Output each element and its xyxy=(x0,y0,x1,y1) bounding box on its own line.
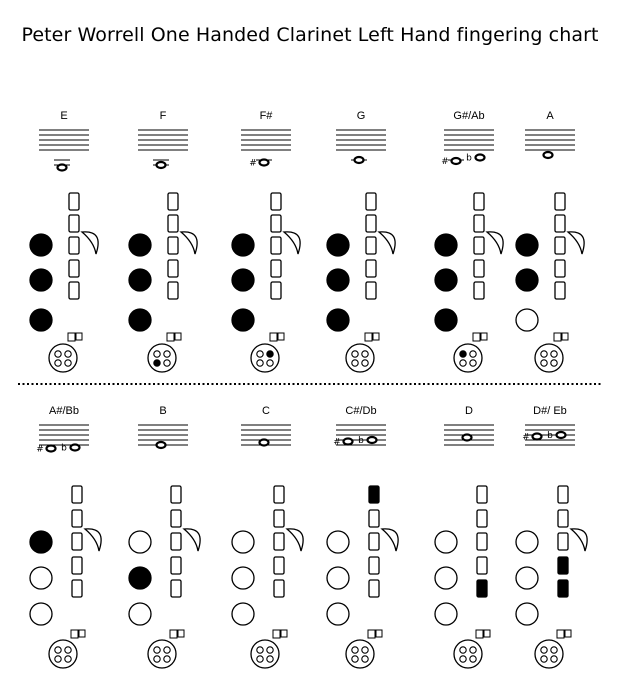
key-pad xyxy=(555,237,565,254)
key-pad xyxy=(72,557,82,574)
register-crescent xyxy=(82,232,98,254)
thumb-hole xyxy=(541,360,547,366)
thumb-hole xyxy=(551,360,557,366)
tone-hole xyxy=(129,234,151,256)
register-crescent xyxy=(568,232,584,254)
key-pad xyxy=(168,282,178,299)
tone-hole xyxy=(129,531,151,553)
note-head xyxy=(544,152,553,158)
thumb-hole xyxy=(352,360,358,366)
key-pad xyxy=(171,533,181,550)
key-pad xyxy=(271,237,281,254)
side-key xyxy=(178,630,184,637)
register-crescent xyxy=(181,232,197,254)
thumb-hole xyxy=(154,656,160,662)
thumb-hole xyxy=(460,360,466,366)
note-column xyxy=(232,130,300,372)
side-key xyxy=(76,333,82,340)
key-pad xyxy=(271,215,281,232)
key-pad xyxy=(474,215,484,232)
side-key xyxy=(167,333,174,341)
thumb-ring xyxy=(251,640,279,668)
thumb-ring xyxy=(346,640,374,668)
thumb-hole xyxy=(164,360,170,366)
thumb-hole xyxy=(541,656,547,662)
side-key xyxy=(170,630,177,638)
key-pad xyxy=(366,260,376,277)
tone-hole xyxy=(327,531,349,553)
thumb-hole xyxy=(352,647,358,653)
note-label: F# xyxy=(259,110,273,122)
register-crescent xyxy=(487,232,503,254)
key-pad xyxy=(558,557,568,574)
note-head xyxy=(157,162,166,168)
thumb-hole xyxy=(154,647,160,653)
key-pad xyxy=(69,215,79,232)
key-pad xyxy=(69,282,79,299)
key-pad xyxy=(171,486,181,503)
key-pad xyxy=(369,486,379,503)
thumb-ring xyxy=(346,344,374,372)
key-pad xyxy=(274,580,284,597)
thumb-hole xyxy=(551,647,557,653)
side-key xyxy=(473,333,480,341)
key-pad xyxy=(72,486,82,503)
note-column xyxy=(516,130,584,372)
side-key xyxy=(270,333,277,341)
tone-hole xyxy=(232,309,254,331)
thumb-hole xyxy=(541,351,547,357)
thumb-hole xyxy=(164,647,170,653)
thumb-hole xyxy=(65,647,71,653)
key-pad xyxy=(69,260,79,277)
register-crescent xyxy=(284,232,300,254)
key-pad xyxy=(555,193,565,210)
thumb-hole xyxy=(362,656,368,662)
key-pad xyxy=(477,533,487,550)
side-key xyxy=(557,630,564,638)
key-pad xyxy=(477,580,487,597)
note-head xyxy=(368,437,377,443)
side-key xyxy=(79,630,85,637)
key-pad xyxy=(555,282,565,299)
note-label: D#/ Eb xyxy=(533,405,567,417)
tone-hole xyxy=(435,269,457,291)
tone-hole xyxy=(129,603,151,625)
tone-hole xyxy=(129,567,151,589)
note-head xyxy=(157,442,166,448)
thumb-hole xyxy=(551,656,557,662)
note-head xyxy=(476,155,485,161)
thumb-hole xyxy=(65,656,71,662)
key-pad xyxy=(477,557,487,574)
thumb-hole xyxy=(460,656,466,662)
note-label: C#/Db xyxy=(345,405,377,417)
key-pad xyxy=(274,557,284,574)
key-pad xyxy=(369,533,379,550)
thumb-hole xyxy=(154,351,160,357)
tone-hole xyxy=(435,234,457,256)
thumb-hole xyxy=(164,656,170,662)
thumb-hole xyxy=(65,360,71,366)
key-pad xyxy=(369,510,379,527)
thumb-hole xyxy=(267,647,273,653)
note-column xyxy=(30,130,98,372)
note-column xyxy=(435,425,494,668)
thumb-ring xyxy=(148,640,176,668)
tone-hole xyxy=(516,603,538,625)
thumb-hole xyxy=(55,656,61,662)
note-head xyxy=(344,439,353,445)
side-key xyxy=(562,333,568,340)
note-column xyxy=(129,425,200,668)
tone-hole xyxy=(516,269,538,291)
note-head xyxy=(260,160,269,166)
thumb-hole xyxy=(460,647,466,653)
side-key xyxy=(554,333,561,341)
thumb-hole xyxy=(362,351,368,357)
tone-hole xyxy=(232,603,254,625)
thumb-hole xyxy=(257,360,263,366)
key-pad xyxy=(271,260,281,277)
note-head xyxy=(260,440,269,446)
note-head xyxy=(533,434,542,440)
key-pad xyxy=(274,533,284,550)
tone-hole xyxy=(327,309,349,331)
tone-hole xyxy=(232,234,254,256)
thumb-ring xyxy=(49,344,77,372)
key-pad xyxy=(366,215,376,232)
note-label: C xyxy=(262,405,270,417)
key-pad xyxy=(168,260,178,277)
key-pad xyxy=(474,282,484,299)
accidental: b xyxy=(358,436,364,446)
thumb-hole xyxy=(541,647,547,653)
tone-hole xyxy=(327,567,349,589)
thumb-hole xyxy=(470,360,476,366)
key-pad xyxy=(366,282,376,299)
tone-hole xyxy=(435,531,457,553)
note-column xyxy=(327,425,398,668)
key-pad xyxy=(69,237,79,254)
tone-hole xyxy=(30,531,52,553)
side-key xyxy=(281,630,287,637)
note-column xyxy=(30,425,101,668)
note-head xyxy=(452,158,461,164)
thumb-hole xyxy=(551,351,557,357)
thumb-ring xyxy=(454,640,482,668)
thumb-hole xyxy=(257,351,263,357)
tone-hole xyxy=(30,269,52,291)
thumb-hole xyxy=(55,351,61,357)
accidental: # xyxy=(441,157,449,167)
key-pad xyxy=(558,486,568,503)
key-pad xyxy=(271,193,281,210)
tone-hole xyxy=(232,567,254,589)
thumb-ring xyxy=(454,344,482,372)
accidental: # xyxy=(522,432,530,443)
thumb-hole xyxy=(352,656,358,662)
thumb-hole xyxy=(267,351,273,357)
note-head xyxy=(71,445,80,451)
thumb-hole xyxy=(267,360,273,366)
key-pad xyxy=(477,510,487,527)
key-pad xyxy=(474,260,484,277)
register-crescent xyxy=(571,529,587,551)
tone-hole xyxy=(516,567,538,589)
side-key xyxy=(373,333,379,340)
key-pad xyxy=(474,237,484,254)
register-crescent xyxy=(382,529,398,551)
thumb-ring xyxy=(49,640,77,668)
side-key xyxy=(484,630,490,637)
tone-hole xyxy=(129,309,151,331)
tone-hole xyxy=(327,603,349,625)
key-pad xyxy=(168,193,178,210)
accidental: b xyxy=(547,431,553,441)
note-head xyxy=(463,435,472,441)
chart-title: Peter Worrell One Handed Clarinet Left Hand fingering chart xyxy=(21,24,599,46)
note-label: A#/Bb xyxy=(49,405,79,417)
key-pad xyxy=(69,193,79,210)
tone-hole xyxy=(30,234,52,256)
tone-hole xyxy=(516,531,538,553)
key-pad xyxy=(366,193,376,210)
side-key xyxy=(273,630,280,638)
tone-hole xyxy=(435,603,457,625)
side-key xyxy=(476,630,483,638)
tone-hole xyxy=(30,309,52,331)
accidental: # xyxy=(333,437,341,448)
register-crescent xyxy=(184,529,200,551)
side-key xyxy=(368,630,375,638)
thumb-hole xyxy=(362,647,368,653)
key-pad xyxy=(171,580,181,597)
note-label: B xyxy=(159,405,167,417)
register-crescent xyxy=(287,529,303,551)
accidental: # xyxy=(36,444,44,455)
key-pad xyxy=(369,580,379,597)
key-pad xyxy=(558,580,568,597)
side-key xyxy=(68,333,75,341)
thumb-hole xyxy=(470,656,476,662)
thumb-hole xyxy=(65,351,71,357)
tone-hole xyxy=(30,567,52,589)
note-head xyxy=(58,165,67,171)
thumb-hole xyxy=(257,656,263,662)
thumb-hole xyxy=(55,360,61,366)
key-pad xyxy=(72,580,82,597)
note-label: F xyxy=(159,110,167,122)
thumb-hole xyxy=(154,360,160,366)
key-pad xyxy=(274,510,284,527)
thumb-hole xyxy=(55,647,61,653)
thumb-hole xyxy=(352,351,358,357)
side-key xyxy=(71,630,78,638)
note-head xyxy=(355,157,364,163)
key-pad xyxy=(271,282,281,299)
tone-hole xyxy=(516,309,538,331)
side-key xyxy=(376,630,382,637)
side-key xyxy=(175,333,181,340)
thumb-hole xyxy=(164,351,170,357)
accidental: b xyxy=(61,443,67,454)
tone-hole xyxy=(232,531,254,553)
key-pad xyxy=(168,237,178,254)
key-pad xyxy=(474,193,484,210)
thumb-ring xyxy=(148,344,176,372)
key-pad xyxy=(558,510,568,527)
side-key xyxy=(365,333,372,341)
tone-hole xyxy=(232,269,254,291)
register-crescent xyxy=(85,529,101,551)
note-column xyxy=(516,425,587,668)
tone-hole xyxy=(327,269,349,291)
side-key xyxy=(481,333,487,340)
key-pad xyxy=(168,215,178,232)
tone-hole xyxy=(327,234,349,256)
tone-hole xyxy=(516,234,538,256)
key-pad xyxy=(366,237,376,254)
key-pad xyxy=(558,533,568,550)
key-pad xyxy=(555,215,565,232)
note-label: G#/Ab xyxy=(453,110,485,122)
thumb-hole xyxy=(257,647,263,653)
thumb-hole xyxy=(460,351,466,357)
tone-hole xyxy=(129,269,151,291)
accidental: b xyxy=(466,153,472,164)
note-head xyxy=(557,432,566,438)
key-pad xyxy=(369,557,379,574)
side-key xyxy=(565,630,571,637)
key-pad xyxy=(72,533,82,550)
thumb-ring xyxy=(535,344,563,372)
key-pad xyxy=(477,486,487,503)
tone-hole xyxy=(435,309,457,331)
key-pad xyxy=(72,510,82,527)
key-pad xyxy=(171,510,181,527)
note-head xyxy=(47,446,56,452)
accidental: # xyxy=(249,158,257,169)
note-label: E xyxy=(60,110,68,122)
note-label: A xyxy=(546,110,554,122)
thumb-ring xyxy=(535,640,563,668)
key-pad xyxy=(171,557,181,574)
note-column xyxy=(232,425,303,668)
thumb-hole xyxy=(470,647,476,653)
key-pad xyxy=(274,486,284,503)
thumb-hole xyxy=(267,656,273,662)
thumb-hole xyxy=(362,360,368,366)
thumb-hole xyxy=(470,351,476,357)
note-label: D xyxy=(465,405,473,417)
side-key xyxy=(278,333,284,340)
note-column xyxy=(129,130,197,372)
register-crescent xyxy=(379,232,395,254)
key-pad xyxy=(555,260,565,277)
thumb-ring xyxy=(251,344,279,372)
note-column xyxy=(327,130,395,372)
note-label: G xyxy=(356,110,366,122)
tone-hole xyxy=(30,603,52,625)
tone-hole xyxy=(435,567,457,589)
